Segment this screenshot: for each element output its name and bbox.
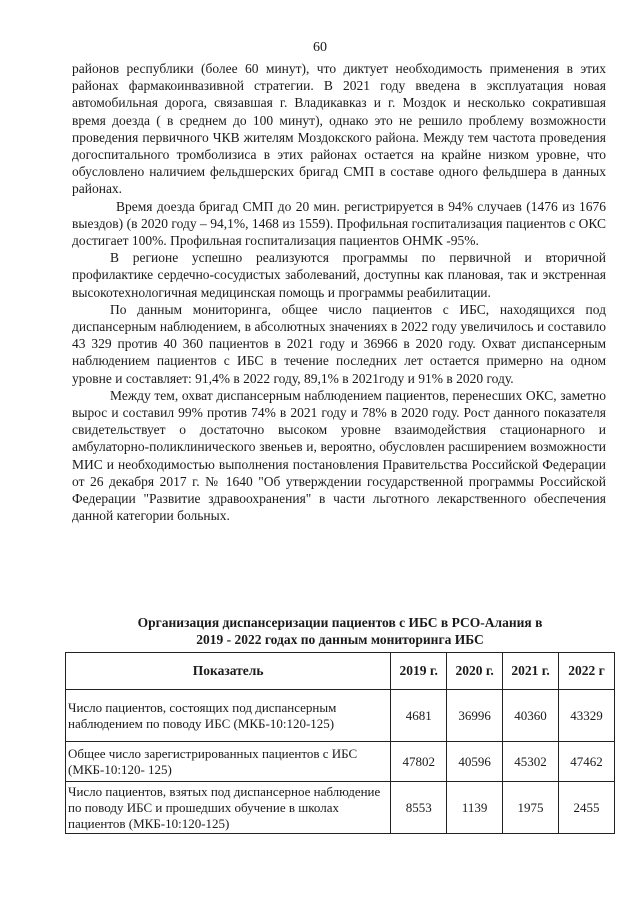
- row-label: Общее число зарегистрированных пациентов с ИБС (МКБ-10:120- 125): [66, 742, 391, 782]
- column-header: 2022 г: [559, 653, 615, 690]
- table-cell: 4681: [391, 690, 447, 742]
- table-cell: 47802: [391, 742, 447, 782]
- table-cell: 1975: [503, 782, 559, 834]
- data-table: [65, 652, 615, 834]
- table-cell: 1139: [447, 782, 503, 834]
- paragraph: В регионе успешно реализуются программы по первичной и вторичной профилактике сердечно-сосудистых заболеваний, доступны как плановая, так и экстренная высокотехнологичная медицинская помощь и программы реабилитации.: [72, 250, 606, 300]
- table-title: [90, 614, 590, 648]
- table-header-row: [66, 653, 615, 690]
- column-header: Показатель: [66, 653, 391, 690]
- table-cell: 2455: [559, 782, 615, 834]
- column-header: 2021 г.: [503, 653, 559, 690]
- table-cell: 36996: [447, 690, 503, 742]
- table-title-line: 2019 - 2022 годах по данным мониторинга ИБС: [196, 632, 484, 647]
- table-cell: 40596: [447, 742, 503, 782]
- body-text: [72, 60, 606, 524]
- table-row: [66, 742, 615, 782]
- row-label: Число пациентов, взятых под диспансерное наблюдение по поводу ИБС и прошедших обучение в школах пациентов (МКБ-10:120-125): [66, 782, 391, 834]
- paragraph: Между тем, охват диспансерным наблюдением пациентов, перенесших ОКС, заметно вырос и составил 99% против 74% в 2021 году и 78% в 2020 году. Рост данного показателя свидетельствует о достаточно высоком уровне взаимодействия стационарного и амбулаторно-поликлинического звеньев и, вероятно, обусловлен расширением возможности МИС и необходимостью выполнения постановления Правительства Российской Федерации от 26 декабря 2017 г. № 1640 "Об утверждении государственной программы Российской Федерации "Развитие здравоохранения" в части льготного лекарственного обеспечения данной категории больных.: [72, 387, 606, 524]
- row-label: Число пациентов, состоящих под диспансерным наблюдением по поводу ИБС (МКБ-10:120-125): [66, 690, 391, 742]
- table-cell: 47462: [559, 742, 615, 782]
- page-number: 60: [313, 40, 327, 55]
- table-cell: 45302: [503, 742, 559, 782]
- paragraph: Время доезда бригад СМП до 20 мин. регистрируется в 94% случаев (1476 из 1676 выездов) (в 2020 году – 94,1%, 1468 из 1559). Профильная госпитализация пациентов с ОКС достигает 100%. Профильная госпитализация пациентов ОНМК -95%.: [72, 198, 606, 249]
- table-cell: 40360: [503, 690, 559, 742]
- table-row: [66, 782, 615, 834]
- paragraph: районов республики (более 60 минут), что диктует необходимость применения в этих районах фармакоинвазивной стратегии. В 2021 году введена в эксплуатация новая автомобильная дорога, связавшая г. Владикавказ и г. Моздок и несколько сократившая время доезда ( в среднем до 100 минут), однако это не решило проблему возможности проведения первичного ЧКВ жителям Моздокского района. Между тем частота проведения догоспитального тромболизиса в этих районах остается на крайне низком уровне, что обусловлено наличием фельдшерских бригад СМП в составе одного фельдшера в данных районах.: [72, 61, 606, 197]
- table-title-line: Организация диспансеризации пациентов с ИБС в РСО-Алания в: [137, 615, 543, 630]
- table-cell: 43329: [559, 690, 615, 742]
- column-header: 2020 г.: [447, 653, 503, 690]
- table-cell: 8553: [391, 782, 447, 834]
- paragraph: По данным мониторинга, общее число пациентов с ИБС, находящихся под диспансерным наблюдением, в абсолютных значениях в 2022 году увеличилось и составило 43 329 против 40 360 пациентов в 2021 году и 36966 в 2020 году. Охват диспансерным наблюдением пациентов с ИБС в течение последних лет остается примерно на одном уровне и составляет: 91,4% в 2022 году, 89,1% в 2021году и 91% в 2020 году.: [72, 301, 606, 386]
- table-row: [66, 690, 615, 742]
- column-header: 2019 г.: [391, 653, 447, 690]
